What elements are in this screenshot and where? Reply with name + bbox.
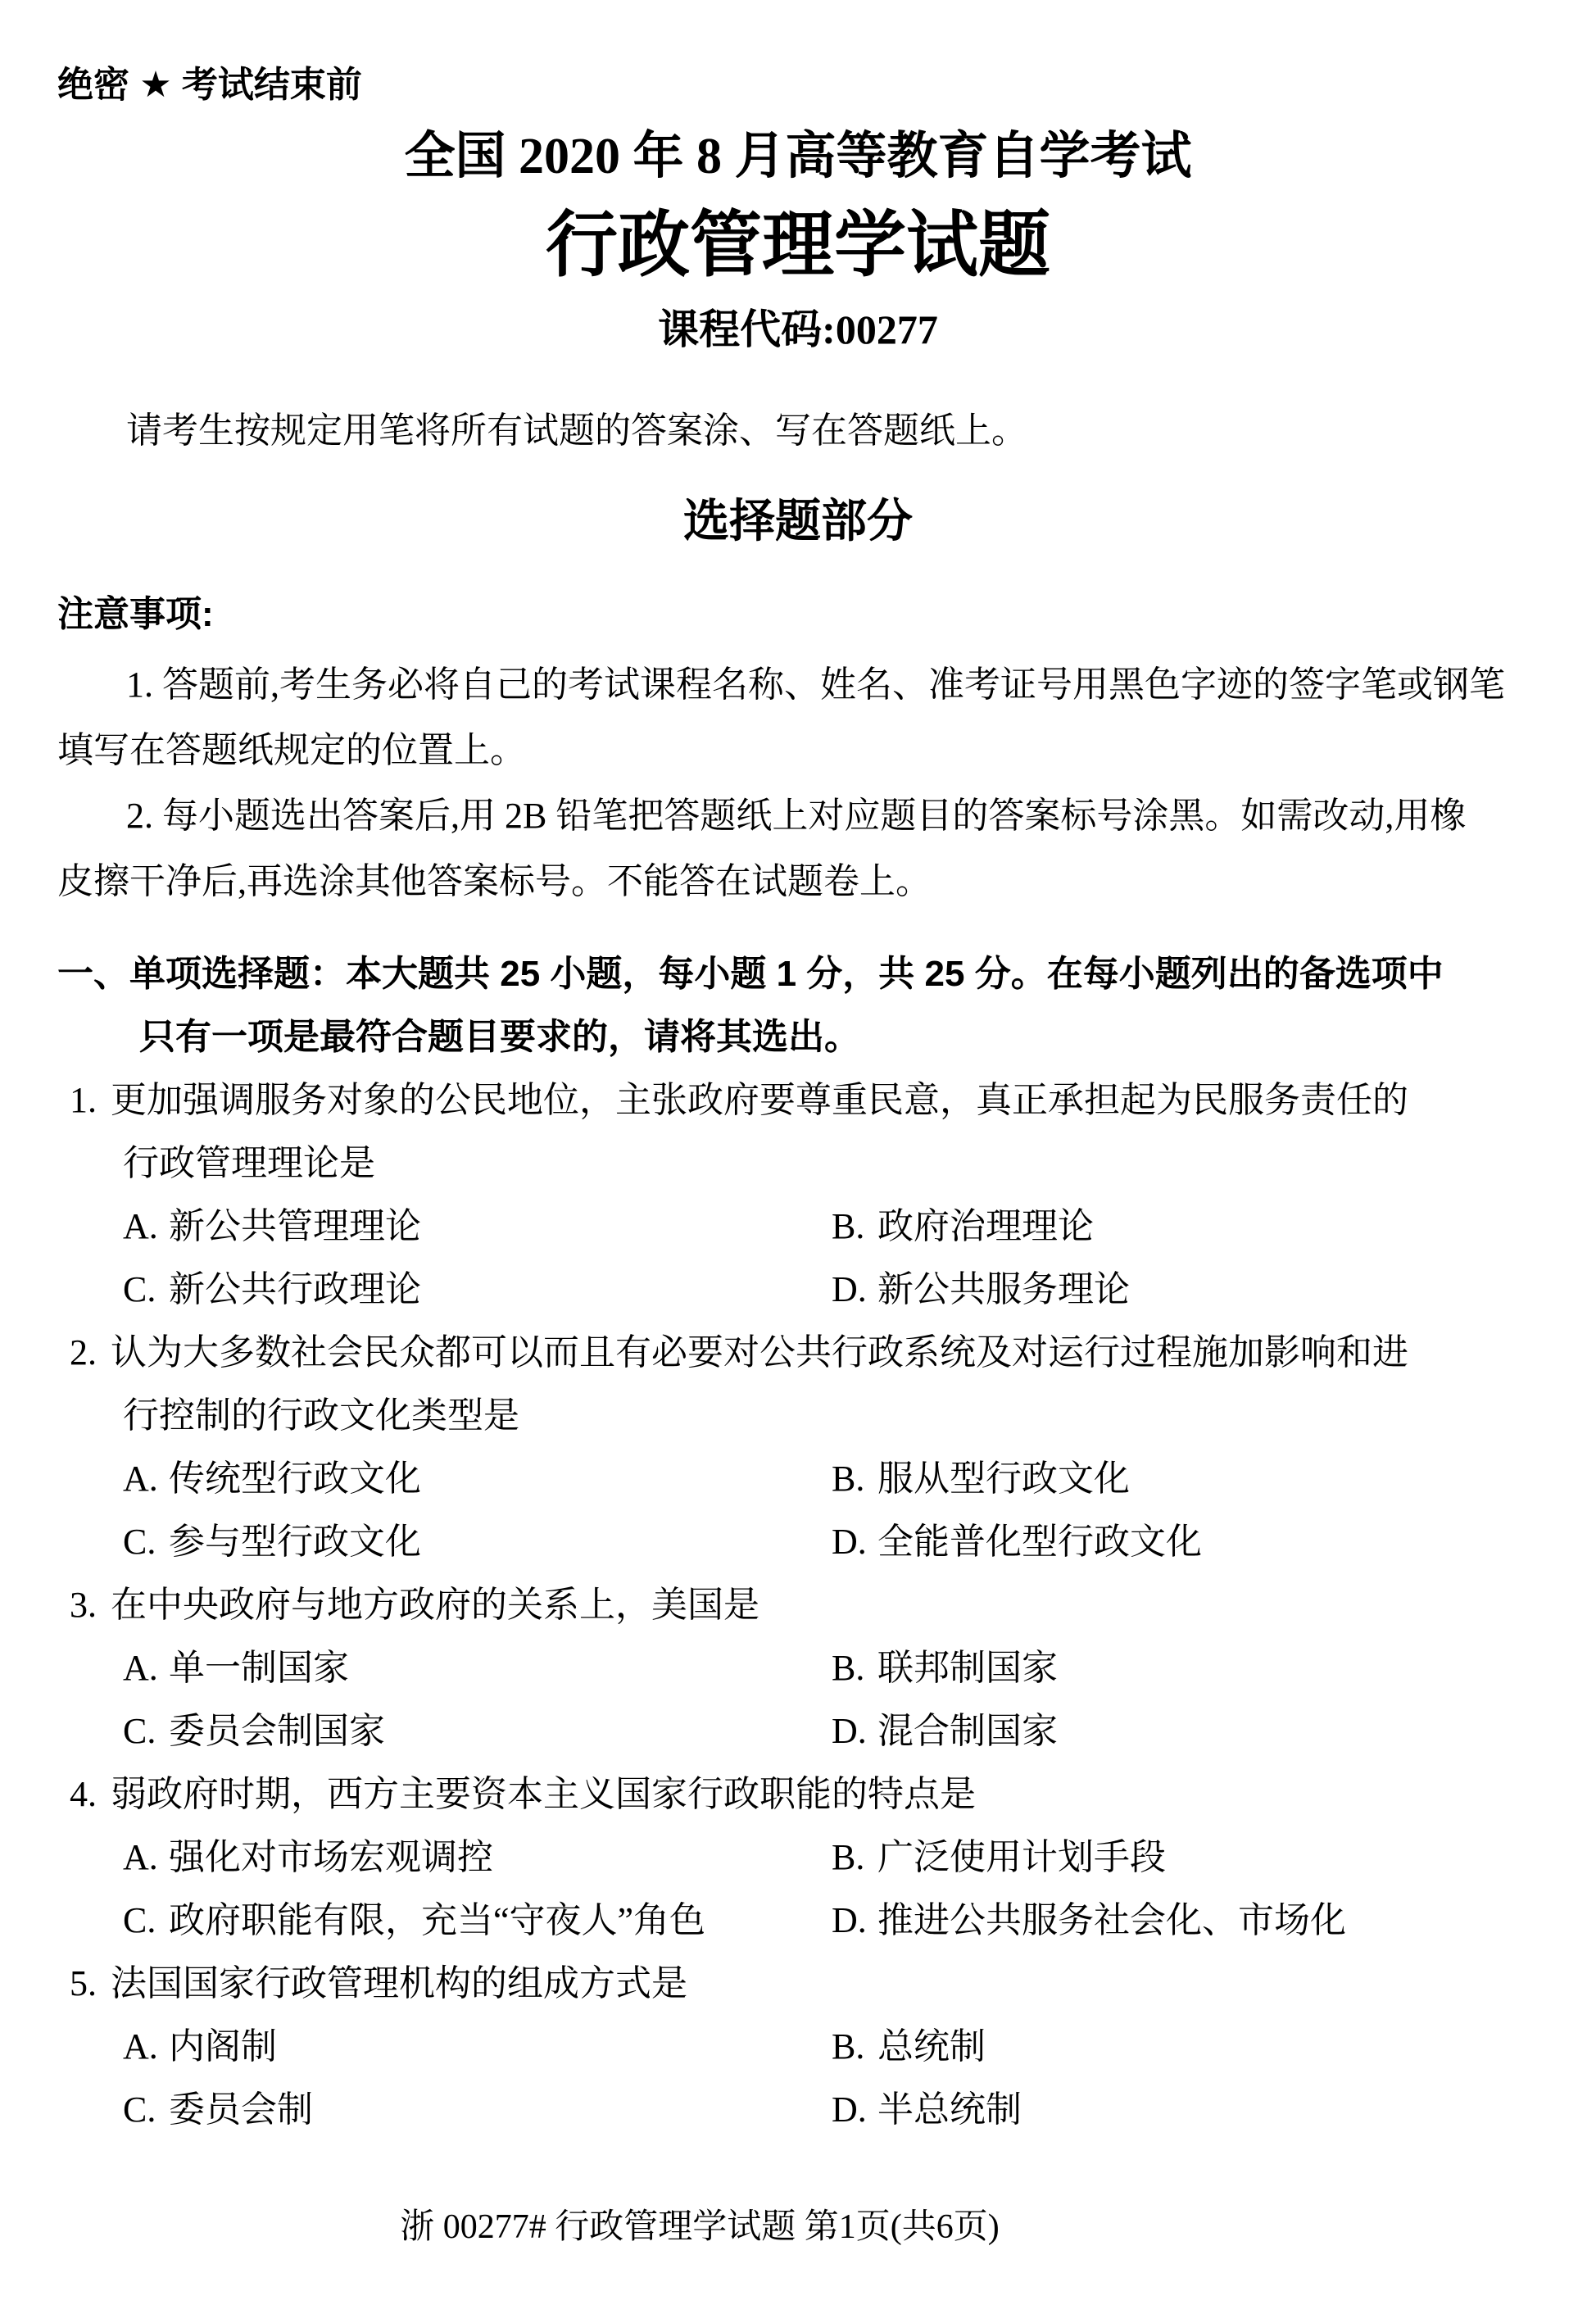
answer-sheet-instruction: 请考生按规定用笔将所有试题的答案涂、写在答题纸上。 bbox=[126, 411, 1027, 451]
option-label: C. bbox=[123, 1269, 156, 1309]
option-text: 总统制 bbox=[877, 2026, 986, 2067]
option-text: 服从型行政文化 bbox=[877, 1459, 1130, 1499]
question-number: 5. bbox=[70, 1963, 97, 2003]
option-text: 单一制国家 bbox=[169, 1648, 349, 1688]
options-grid bbox=[123, 1826, 1539, 1952]
option-text: 广泛使用计划手段 bbox=[877, 1837, 1166, 1877]
question-stem-line bbox=[70, 1321, 1539, 1384]
option-C bbox=[123, 1510, 832, 1573]
option-label: C. bbox=[123, 1522, 156, 1562]
option-C bbox=[123, 2078, 832, 2141]
option-D bbox=[832, 1258, 1539, 1321]
notice-item-2-line-2: 皮擦干净后,再选涂其他答案标号。不能答在试题卷上。 bbox=[57, 861, 932, 901]
options-grid bbox=[123, 1447, 1539, 1573]
option-text: 混合制国家 bbox=[877, 1711, 1058, 1751]
option-label: B. bbox=[832, 1459, 865, 1499]
question-number: 1. bbox=[70, 1080, 97, 1120]
option-C bbox=[123, 1699, 832, 1763]
options-grid bbox=[123, 1636, 1539, 1763]
page-footer: 浙 00277# 行政管理学试题 第1页(共6页) bbox=[400, 2208, 1000, 2246]
notice-list bbox=[57, 652, 1539, 914]
part-one-heading bbox=[57, 942, 1539, 1068]
options-grid bbox=[123, 2015, 1539, 2141]
option-text: 参与型行政文化 bbox=[169, 1522, 421, 1562]
option-D bbox=[832, 1889, 1539, 1952]
question-text: 法国国家行政管理机构的组成方式是 bbox=[111, 1963, 687, 2003]
option-text: 委员会制国家 bbox=[169, 1711, 385, 1751]
question-text: 更加强调服务对象的公民地位，主张政府要尊重民意，真正承担起为民服务责任的 bbox=[111, 1080, 1408, 1120]
option-D bbox=[832, 1699, 1539, 1763]
option-A bbox=[123, 1826, 832, 1889]
option-C bbox=[123, 1889, 832, 1952]
option-label: C. bbox=[123, 1900, 156, 1940]
option-label: D. bbox=[832, 1269, 867, 1309]
question-stem-line bbox=[70, 1952, 1539, 2015]
option-label: D. bbox=[832, 1522, 867, 1562]
option-D bbox=[832, 1510, 1539, 1573]
option-C bbox=[123, 1258, 832, 1321]
notice-item-2-line-1: 2. 每小题选出答案后,用 2B 铅笔把答题纸上对应题目的答案标号涂黑。如需改动,用橡 bbox=[126, 796, 1467, 836]
notice-title: 注意事项: bbox=[57, 594, 214, 634]
question-3 bbox=[57, 1573, 1539, 1763]
question-1 bbox=[57, 1068, 1539, 1321]
option-text: 传统型行政文化 bbox=[169, 1459, 421, 1499]
question-number: 2. bbox=[70, 1332, 97, 1372]
option-text: 强化对市场宏观调控 bbox=[169, 1837, 493, 1877]
question-number: 4. bbox=[70, 1774, 97, 1814]
section-title: 选择题部分 bbox=[683, 495, 913, 547]
option-B bbox=[832, 1447, 1539, 1510]
option-label: D. bbox=[832, 2089, 867, 2130]
option-label: B. bbox=[832, 2026, 865, 2067]
option-A bbox=[123, 2015, 832, 2078]
course-code: 课程代码:00277 bbox=[658, 306, 938, 352]
option-B bbox=[832, 2015, 1539, 2078]
question-number: 3. bbox=[70, 1585, 97, 1625]
security-classification-label: 绝密 ★ 考试结束前 bbox=[57, 65, 362, 105]
notice-item-1-line-1: 1. 答题前,考生务必将自己的考试课程名称、姓名、准考证号用黑色字迹的签字笔或钢笔 bbox=[126, 665, 1505, 705]
option-text: 半总统制 bbox=[877, 2089, 1022, 2130]
option-label: D. bbox=[832, 1711, 867, 1751]
option-text: 新公共服务理论 bbox=[877, 1269, 1130, 1309]
question-stem-line bbox=[70, 1068, 1539, 1132]
question-2 bbox=[57, 1321, 1539, 1573]
option-B bbox=[832, 1826, 1539, 1889]
option-text: 全能普化型行政文化 bbox=[877, 1522, 1202, 1562]
option-text: 政府职能有限，充当“守夜人”角色 bbox=[169, 1900, 706, 1940]
option-label: B. bbox=[832, 1206, 865, 1246]
question-text-continued: 行控制的行政文化类型是 bbox=[123, 1395, 519, 1436]
question-text: 认为大多数社会民众都可以而且有必要对公共行政系统及对运行过程施加影响和进 bbox=[111, 1332, 1408, 1372]
question-stem-line bbox=[70, 1573, 1539, 1636]
option-label: B. bbox=[832, 1648, 865, 1688]
question-text: 弱政府时期，西方主要资本主义国家行政职能的特点是 bbox=[111, 1774, 976, 1814]
option-label: B. bbox=[832, 1837, 865, 1877]
option-A bbox=[123, 1195, 832, 1258]
notice-item-1-line-2: 填写在答题纸规定的位置上。 bbox=[57, 730, 526, 770]
option-text: 政府治理理论 bbox=[877, 1206, 1094, 1246]
option-text: 推进公共服务社会化、市场化 bbox=[877, 1900, 1346, 1940]
option-text: 联邦制国家 bbox=[877, 1648, 1058, 1688]
question-4 bbox=[57, 1763, 1539, 1952]
option-label: A. bbox=[123, 1459, 158, 1499]
option-label: D. bbox=[832, 1900, 867, 1940]
option-text: 新公共行政理论 bbox=[169, 1269, 421, 1309]
subject-title: 行政管理学试题 bbox=[545, 206, 1050, 286]
option-label: C. bbox=[123, 1711, 156, 1751]
question-stem-line bbox=[70, 1763, 1539, 1826]
option-text: 委员会制 bbox=[169, 2089, 313, 2130]
option-label: A. bbox=[123, 2026, 158, 2067]
question-5 bbox=[57, 1952, 1539, 2141]
exam-title: 全国 2020 年 8 月高等教育自学考试 bbox=[404, 129, 1192, 184]
question-text-continued: 行政管理理论是 bbox=[123, 1143, 375, 1183]
option-label: A. bbox=[123, 1206, 158, 1246]
option-B bbox=[832, 1636, 1539, 1699]
option-label: A. bbox=[123, 1837, 158, 1877]
option-B bbox=[832, 1195, 1539, 1258]
part-one-heading-line1: 一、单项选择题：本大题共 25 小题，每小题 1 分，共 25 分。在每小题列出的备选项中 bbox=[57, 954, 1444, 994]
option-label: C. bbox=[123, 2089, 156, 2130]
part-one-heading-line2: 只有一项是最符合题目要求的，请将其选出。 bbox=[139, 1017, 860, 1057]
option-text: 新公共管理理论 bbox=[169, 1206, 421, 1246]
option-label: A. bbox=[123, 1648, 158, 1688]
question-list bbox=[57, 1068, 1539, 2141]
option-A bbox=[123, 1636, 832, 1699]
option-D bbox=[832, 2078, 1539, 2141]
option-A bbox=[123, 1447, 832, 1510]
options-grid bbox=[123, 1195, 1539, 1321]
question-text: 在中央政府与地方政府的关系上，美国是 bbox=[111, 1585, 759, 1625]
option-text: 内阁制 bbox=[169, 2026, 277, 2067]
